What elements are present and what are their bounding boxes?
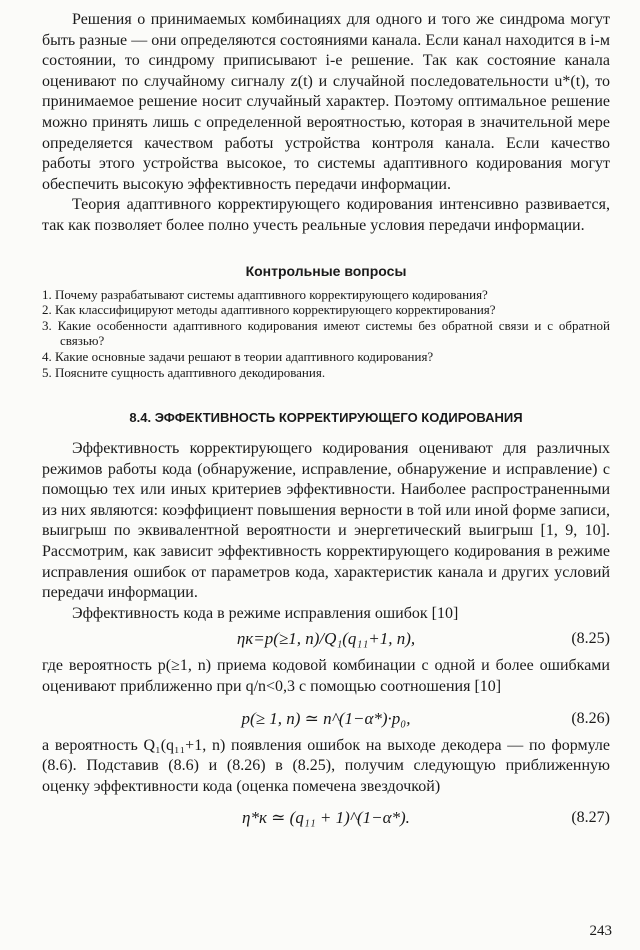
formula-8-27 [42, 803, 610, 833]
page-content [42, 10, 610, 833]
question-item: 5. Поясните сущность адаптивного декодирования. [42, 364, 326, 380]
page-number: 243 [589, 923, 612, 939]
formula-number: (8.27) [571, 809, 610, 827]
question-item: 2. Как классифицируют методы адаптивного корректирующего корректирования? [42, 302, 496, 318]
questions-heading: Контрольные вопросы [245, 262, 407, 279]
question-item: 1. Почему разрабатывают системы адаптивного корректирующего кодирования? [42, 286, 488, 302]
formula-8-26 [42, 704, 610, 734]
section-paragraph-1: Эффективность корректирующего кодирования оценивают для различных режимов работы кода (обнаружение, исправление, обнаружение и исправление) с помощью тех или иных критериев эффективности. Наиболее распространенными из них являются: коэффициент повышения верности в той или иной форме записи, выигрыш по эквивалентной вероятности и энергетический выигрыш [1, 9, 10]. Рассмотрим, как зависит эффективность корректирующего кодирования в режиме исправления ошибок от параметров кода, характеристик канала и других условий передачи информации. [42, 440, 610, 602]
intro-paragraph-2: Теория адаптивного корректирующего кодирования интенсивно развивается, так как позволяет более полно учесть реальные условия передачи информации. [42, 196, 610, 234]
formula-expression: ηк=p(≥1, n)/Q₁(q₁₁+1, n), [236, 629, 416, 649]
intro-paragraph-1: Решения о принимаемых комбинациях для одного и того же синдрома могут быть разные — они определяются состояниями канала. Если канал находится в i-м состоянии, то синдрому приписывают i-е решение. Так как состояние канала оценивают по случайному сигналу z(t) и случайной последовательности u*(t), то принимаемое решение носит случайный характер. Поэтому оптимальное решение можно принять лишь с определенной вероятностью, которая в значительной мере определяется качеством работы устройства контроля канала. Если качество работы этого устройства высокое, то системы адаптивного кодирования могут обеспечить высокую эффективность передачи информации. [42, 11, 610, 193]
formula-8-25 [42, 624, 610, 654]
formula-expression: p(≥ 1, n) ≃ n^(1−α*)·p₀, [241, 708, 411, 728]
formula-number: (8.26) [571, 709, 610, 727]
formula-expression: η*к ≃ (q₁₁ + 1)^(1−α*). [242, 808, 410, 828]
section-paragraph-3: где вероятность p(≥1, n) приема кодовой комбинации с одной и более ошибками оценивают приближенно при q/n<0,3 с помощью соотношения [10] [42, 657, 610, 696]
question-item: 3. Какие особенности адаптивного кодирования имеют системы без обратной связи и с обратной связью? [42, 317, 610, 349]
section-paragraph-2: Эффективность кода в режиме исправления ошибок [10] [72, 604, 459, 622]
formula-number: (8.25) [571, 630, 610, 648]
question-item: 4. Какие основные задачи решают в теории адаптивного кодирования? [42, 348, 434, 364]
questions-list [42, 287, 610, 381]
section-paragraph-4: а вероятность Q₁(q₁₁+1, n) появления ошибок на выходе декодера — по формуле (8.6). Подставив (8.6) и (8.26) в (8.25), получим следующую приближенную оценку эффективности кода (оценка помечена звездочкой) [42, 736, 610, 795]
section-heading: 8.4. ЭФФЕКТИВНОСТЬ КОРРЕКТИРУЮЩЕГО КОДИРОВАНИЯ [129, 410, 523, 426]
